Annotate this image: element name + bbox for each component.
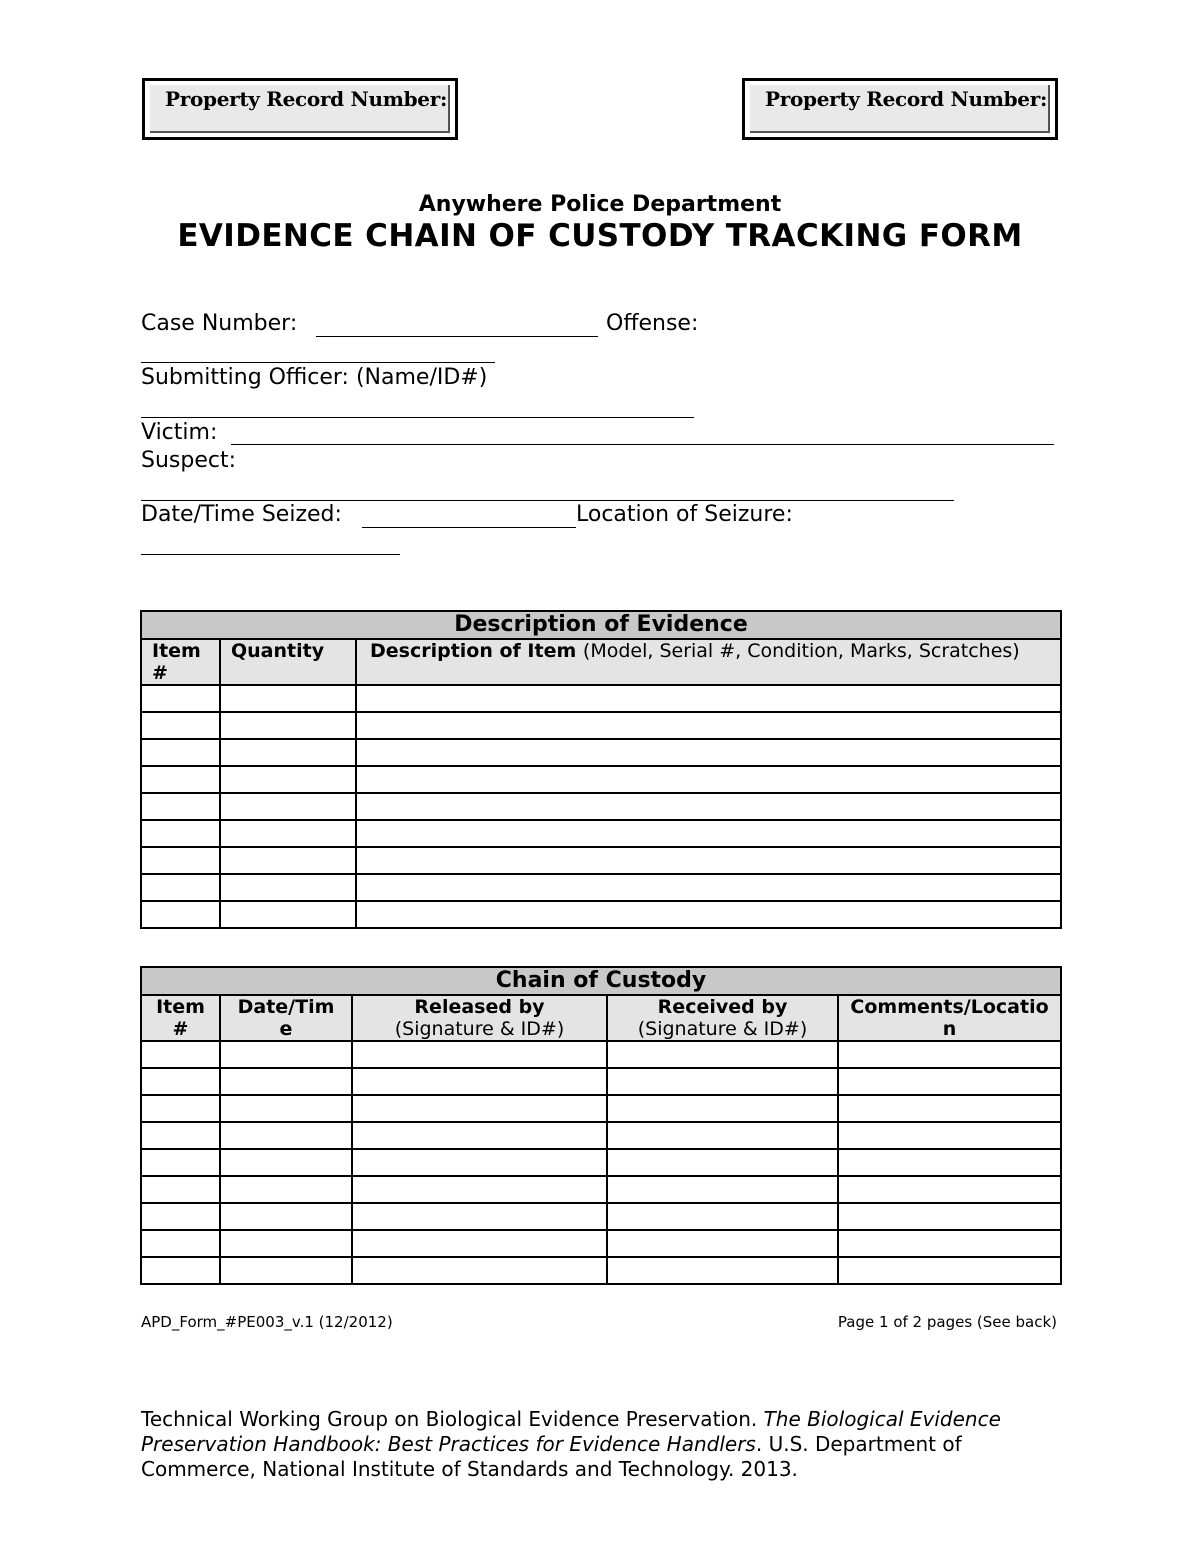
custody-table-cell[interactable]: [141, 1230, 220, 1257]
evidence-col-item: Item #: [141, 639, 220, 685]
custody-table-cell[interactable]: [838, 1230, 1061, 1257]
custody-table-cell[interactable]: [220, 1095, 352, 1122]
evidence-table-cell[interactable]: [141, 766, 220, 793]
custody-table-cell[interactable]: [352, 1068, 607, 1095]
location-of-seizure-line[interactable]: [141, 554, 400, 555]
evidence-table-row: [141, 712, 1061, 739]
custody-table-row: [141, 1257, 1061, 1284]
custody-table-cell[interactable]: [607, 1203, 838, 1230]
custody-table-cell[interactable]: [141, 1068, 220, 1095]
evidence-table: [140, 610, 1062, 929]
form-title: EVIDENCE CHAIN OF CUSTODY TRACKING FORM: [177, 218, 1023, 254]
evidence-table-row: [141, 793, 1061, 820]
citation: [141, 1407, 1041, 1482]
evidence-table-row: [141, 685, 1061, 712]
evidence-table-cell[interactable]: [141, 793, 220, 820]
custody-table-row: [141, 1068, 1061, 1095]
evidence-table-row: [141, 820, 1061, 847]
property-record-label-right: Property Record Number:: [765, 87, 1048, 111]
department-name: Anywhere Police Department: [418, 192, 782, 217]
citation-authors: Technical Working Group on Biological Evidence Preservation.: [141, 1407, 764, 1431]
case-number-line[interactable]: [316, 336, 598, 337]
evidence-table-cell[interactable]: [141, 712, 220, 739]
custody-table-cell[interactable]: [352, 1176, 607, 1203]
custody-col-received-by-sub: (Signature & ID#): [637, 1018, 808, 1040]
suspect-line[interactable]: [141, 500, 954, 501]
custody-table-title: Chain of Custody: [141, 967, 1061, 995]
evidence-col-description-detail: (Model, Serial #, Condition, Marks, Scratches): [582, 640, 1020, 662]
evidence-table-cell[interactable]: [141, 820, 220, 847]
custody-table-cell[interactable]: [838, 1176, 1061, 1203]
evidence-table-row: [141, 874, 1061, 901]
date-time-seized-line[interactable]: [362, 527, 576, 528]
submitting-officer-line[interactable]: [141, 417, 694, 418]
custody-table: [140, 966, 1062, 1285]
property-record-label-left: Property Record Number:: [165, 87, 448, 111]
custody-table-cell[interactable]: [352, 1122, 607, 1149]
evidence-table-cell[interactable]: [220, 847, 356, 874]
evidence-table-row: [141, 766, 1061, 793]
custody-table-cell[interactable]: [352, 1203, 607, 1230]
custody-col-released-by-sub: (Signature & ID#): [394, 1018, 565, 1040]
evidence-table-cell[interactable]: [220, 793, 356, 820]
custody-table-cell[interactable]: [220, 1257, 352, 1284]
custody-table-cell[interactable]: [607, 1122, 838, 1149]
citation-publisher: . U.S. Department of Commerce, National Institute of Standards and Technology. 2013.: [141, 1432, 962, 1481]
evidence-table-cell[interactable]: [141, 739, 220, 766]
location-of-seizure-label: Location of Seizure:: [576, 502, 793, 527]
date-time-seized-label: Date/Time Seized:: [141, 502, 342, 527]
custody-table-row: [141, 1122, 1061, 1149]
custody-table-cell[interactable]: [607, 1230, 838, 1257]
custody-col-received-by-label: Received by: [657, 996, 788, 1018]
evidence-col-description: [356, 639, 1061, 685]
custody-table-row: [141, 1176, 1061, 1203]
custody-table-cell[interactable]: [352, 1095, 607, 1122]
evidence-table-cell[interactable]: [141, 901, 220, 928]
evidence-table-cell[interactable]: [356, 739, 1061, 766]
evidence-col-quantity: Quantity: [220, 639, 356, 685]
custody-table-cell[interactable]: [141, 1149, 220, 1176]
custody-table-cell[interactable]: [838, 1122, 1061, 1149]
custody-table-cell[interactable]: [141, 1041, 220, 1068]
victim-label: Victim:: [141, 420, 218, 445]
victim-line[interactable]: [231, 444, 1054, 445]
custody-table-cell[interactable]: [607, 1149, 838, 1176]
custody-table-row: [141, 1095, 1061, 1122]
property-record-box-left: [142, 78, 458, 140]
custody-table-cell[interactable]: [352, 1041, 607, 1068]
evidence-table-cell[interactable]: [220, 766, 356, 793]
evidence-table-cell[interactable]: [220, 685, 356, 712]
custody-table-cell[interactable]: [220, 1041, 352, 1068]
custody-table-cell[interactable]: [838, 1095, 1061, 1122]
evidence-table-cell[interactable]: [141, 685, 220, 712]
submitting-officer-label: Submitting Officer: (Name/ID#): [141, 365, 488, 390]
custody-table-cell[interactable]: [838, 1203, 1061, 1230]
evidence-table-cell[interactable]: [220, 739, 356, 766]
evidence-table-row: [141, 739, 1061, 766]
offense-line[interactable]: [141, 362, 495, 363]
custody-table-cell[interactable]: [220, 1230, 352, 1257]
custody-table-cell[interactable]: [838, 1068, 1061, 1095]
custody-table-cell[interactable]: [838, 1257, 1061, 1284]
custody-table-cell[interactable]: [607, 1176, 838, 1203]
custody-table-cell[interactable]: [352, 1230, 607, 1257]
evidence-table-cell[interactable]: [356, 766, 1061, 793]
case-number-label: Case Number:: [141, 311, 298, 336]
custody-col-received-by: [607, 995, 838, 1041]
suspect-label: Suspect:: [141, 448, 237, 473]
evidence-table-title: Description of Evidence: [141, 611, 1061, 639]
offense-label: Offense:: [606, 311, 699, 336]
custody-table-cell[interactable]: [141, 1176, 220, 1203]
evidence-table-cell[interactable]: [220, 901, 356, 928]
custody-table-row: [141, 1041, 1061, 1068]
evidence-table-cell[interactable]: [220, 820, 356, 847]
custody-table-cell[interactable]: [141, 1257, 220, 1284]
custody-table-cell[interactable]: [352, 1149, 607, 1176]
evidence-table-cell[interactable]: [141, 847, 220, 874]
custody-table-cell[interactable]: [607, 1041, 838, 1068]
citation-title: The Biological Evidence Preservation Handbook: Best Practices for Evidence Handlers: [141, 1407, 1001, 1456]
evidence-col-description-bold: Description of Item: [370, 640, 577, 662]
evidence-table-row: [141, 847, 1061, 874]
custody-col-comments: Comments/Location: [838, 995, 1061, 1041]
custody-table-cell[interactable]: [607, 1095, 838, 1122]
evidence-table-cell[interactable]: [356, 712, 1061, 739]
custody-table-row: [141, 1203, 1061, 1230]
custody-table-cell[interactable]: [220, 1122, 352, 1149]
custody-table-cell[interactable]: [838, 1041, 1061, 1068]
custody-table-cell[interactable]: [838, 1149, 1061, 1176]
evidence-table-cell[interactable]: [220, 874, 356, 901]
custody-table-row: [141, 1149, 1061, 1176]
custody-table-cell[interactable]: [141, 1203, 220, 1230]
evidence-table-row: [141, 901, 1061, 928]
evidence-table-cell[interactable]: [356, 901, 1061, 928]
evidence-table-cell[interactable]: [141, 874, 220, 901]
custody-col-datetime: Date/Time: [220, 995, 352, 1041]
evidence-table-cell[interactable]: [220, 712, 356, 739]
evidence-table-cell[interactable]: [356, 685, 1061, 712]
custody-table-cell[interactable]: [607, 1257, 838, 1284]
custody-table-row: [141, 1230, 1061, 1257]
custody-table-cell[interactable]: [141, 1095, 220, 1122]
form-id: APD_Form_#PE003_v.1 (12/2012): [141, 1313, 393, 1331]
custody-col-released-by: [352, 995, 607, 1041]
custody-table-cell[interactable]: [220, 1068, 352, 1095]
evidence-table-cell[interactable]: [356, 847, 1061, 874]
custody-table-cell[interactable]: [220, 1203, 352, 1230]
custody-table-cell[interactable]: [352, 1257, 607, 1284]
custody-table-cell[interactable]: [141, 1122, 220, 1149]
evidence-table-cell[interactable]: [356, 793, 1061, 820]
custody-col-released-by-label: Released by: [414, 996, 545, 1018]
evidence-table-cell[interactable]: [356, 820, 1061, 847]
custody-table-cell[interactable]: [220, 1149, 352, 1176]
custody-col-item: Item #: [141, 995, 220, 1041]
page-info: Page 1 of 2 pages (See back): [837, 1313, 1057, 1331]
custody-table-cell[interactable]: [220, 1176, 352, 1203]
property-record-box-right: [742, 78, 1058, 140]
custody-table-cell[interactable]: [607, 1068, 838, 1095]
evidence-table-cell[interactable]: [356, 874, 1061, 901]
